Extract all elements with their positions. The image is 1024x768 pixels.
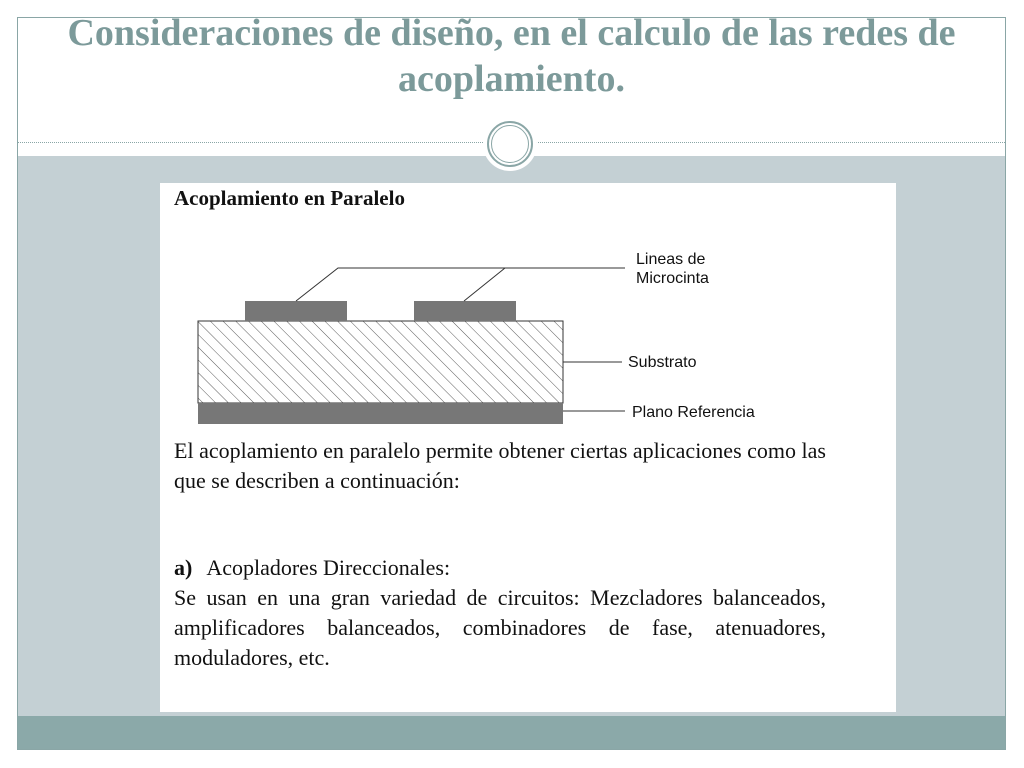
- item-heading: [174, 553, 450, 583]
- item-marker: a): [174, 555, 193, 580]
- label-lineas-1: Lineas de: [636, 251, 706, 268]
- substrate-block: [198, 321, 563, 403]
- label-plano: Plano Referencia: [632, 404, 755, 421]
- slide-title: Consideraciones de diseño, en el calculo de las redes de acoplamiento.: [67, 12, 956, 100]
- figure-image: [160, 183, 896, 712]
- label-substrato: Substrato: [628, 354, 697, 371]
- ground-plane: [198, 403, 563, 424]
- footer-bar: [18, 716, 1005, 749]
- figure-heading: Acoplamiento en Paralelo: [174, 186, 405, 210]
- microstrip-line-1: [245, 301, 347, 321]
- item-title: Acopladores Direccionales:: [206, 555, 451, 580]
- microstrip-line-2: [414, 301, 516, 321]
- leader-line-strip-2: [464, 268, 505, 301]
- item-body: Se usan en una gran variedad de circuitos: Mezcladores balanceados, amplificadores balanceados, combinadores de fase, atenuadores, moduladores, etc.: [174, 585, 826, 670]
- microstrip-diagram: [160, 233, 896, 433]
- label-lineas-2: Microcinta: [636, 270, 709, 287]
- intro-paragraph: El acoplamiento en paralelo permite obtener ciertas aplicaciones como las que se describen a continuación:: [174, 438, 826, 493]
- ornament-inner-ring: [491, 125, 529, 163]
- leader-line-strip-1: [296, 268, 625, 301]
